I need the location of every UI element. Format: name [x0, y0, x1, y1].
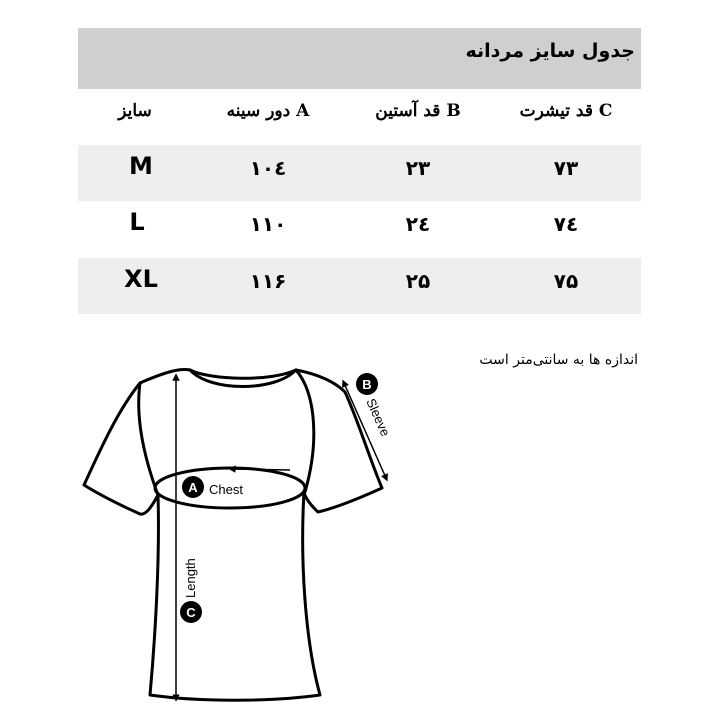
marker-a-label: A	[188, 480, 198, 495]
header-length: C قد تیشرت	[519, 101, 613, 121]
table-title: جدول سایز مردانه	[465, 40, 635, 62]
marker-c	[180, 601, 202, 623]
cell-length: ۷۵	[553, 269, 579, 293]
units-note: اندازه ها به سانتی‌متر است	[479, 352, 638, 368]
cell-sleeve: ۲۵	[405, 269, 431, 293]
cell-sleeve: ۲۳	[405, 156, 431, 180]
cell-size: XL	[124, 265, 158, 293]
marker-c-label: C	[186, 605, 196, 620]
marker-b	[356, 373, 378, 395]
length-label: Length	[183, 558, 198, 598]
marker-b-label: B	[362, 377, 372, 392]
cell-chest: ۱۱۶	[249, 269, 287, 293]
cell-length: ۷۳	[553, 156, 579, 180]
cell-size: M	[129, 152, 153, 180]
marker-a	[182, 476, 204, 498]
cell-chest: ۱۰٤	[249, 156, 287, 180]
cell-length: ۷٤	[553, 212, 579, 236]
cell-chest: ۱۱۰	[249, 212, 287, 236]
chest-arrow	[232, 469, 290, 470]
header-chest: A دور سینه	[226, 101, 310, 121]
chest-label: Chest	[209, 482, 243, 497]
header-sleeve: B قد آستین	[375, 101, 461, 121]
sleeve-label: Sleeve	[363, 396, 394, 439]
cell-sleeve: ۲٤	[405, 212, 431, 236]
cell-size: L	[129, 208, 145, 236]
tshirt-outline-icon	[84, 370, 382, 701]
header-size: سایز	[118, 101, 152, 121]
